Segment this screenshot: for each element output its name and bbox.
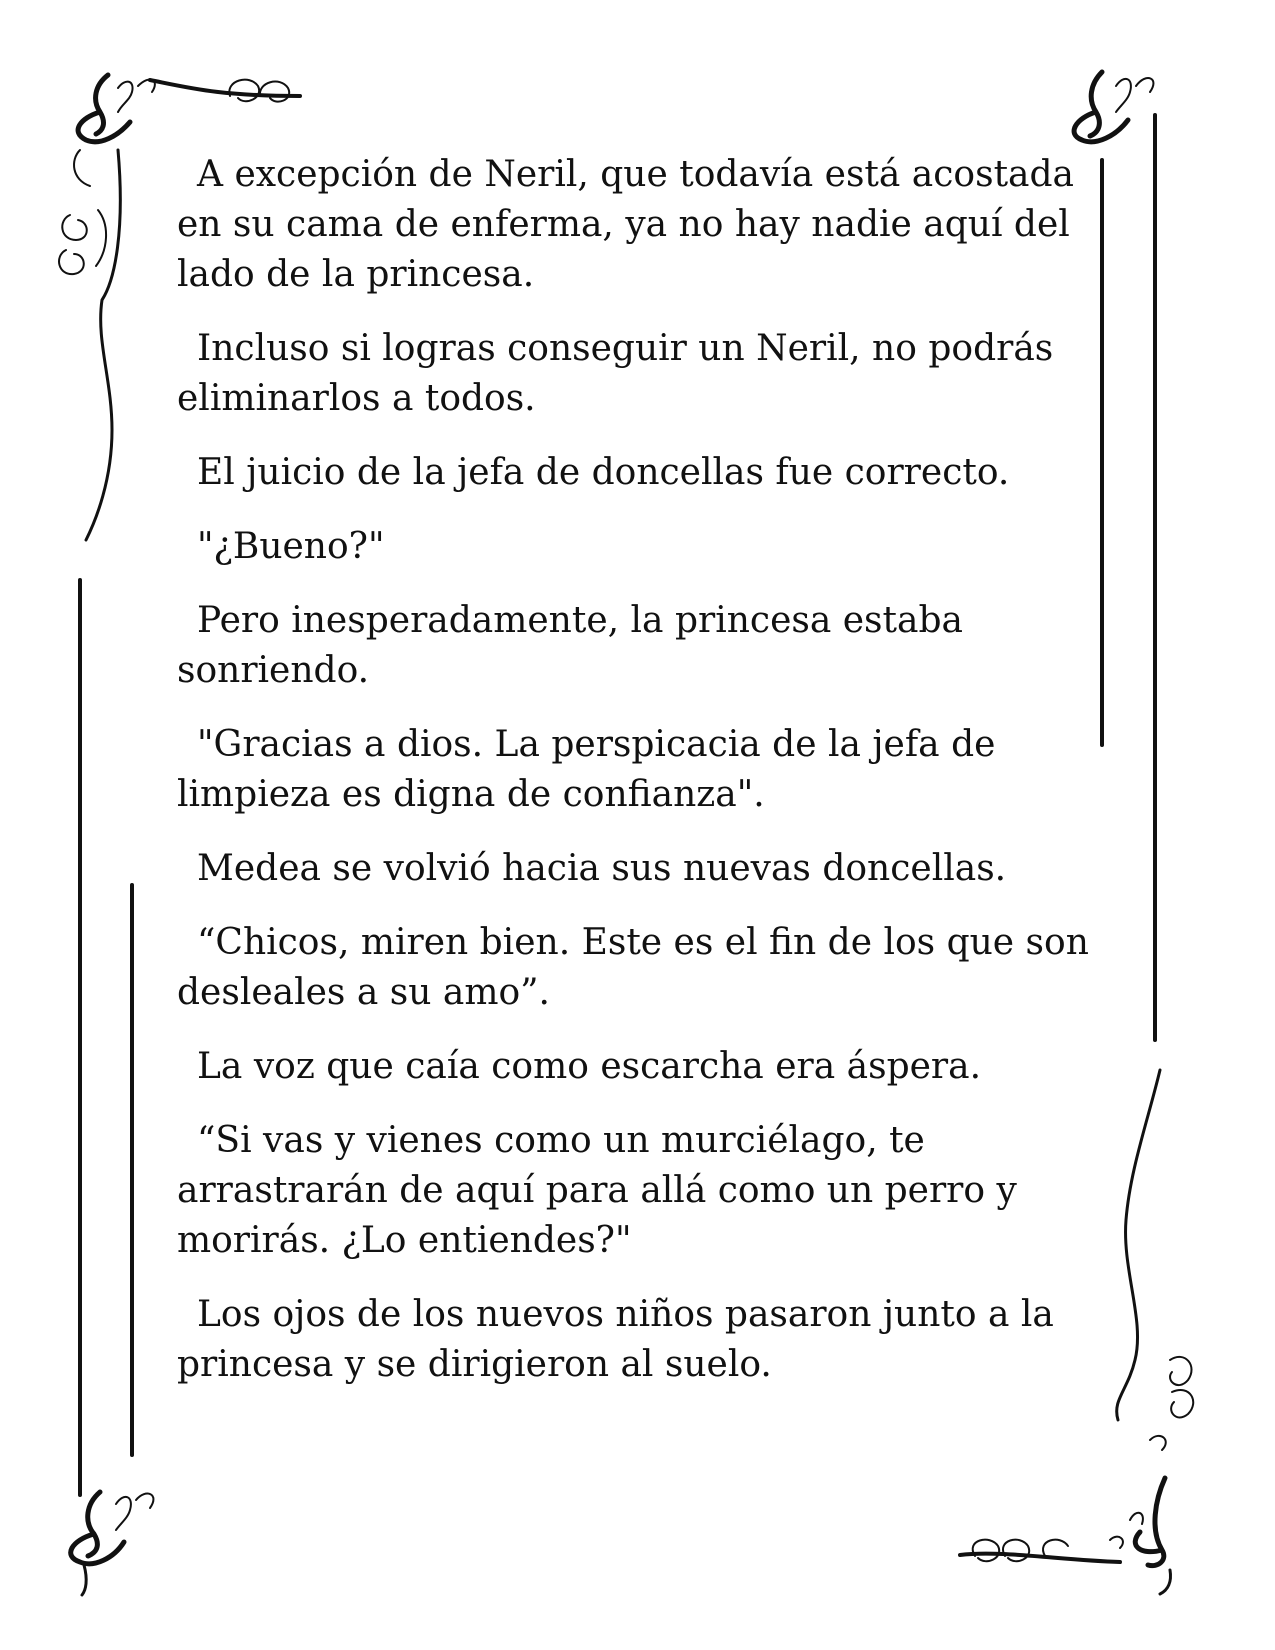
left-border-lines — [80, 580, 132, 1495]
paragraph: Incluso si logras conseguir un Neril, no podrás eliminarlos a todos. — [177, 328, 1054, 419]
story-text — [177, 150, 1097, 1414]
paragraph: “Si vas y vienes como un murciélago, te arrastrarán de aquí para allá como un perro y morirás. ¿Lo entiendes?" — [177, 1120, 1017, 1261]
paragraph: "¿Bueno?" — [197, 526, 385, 567]
paragraph: La voz que caía como escarcha era áspera. — [197, 1046, 982, 1087]
paragraph: "Gracias a dios. La perspicacia de la jefa de limpieza es digna de confianza". — [177, 724, 996, 815]
paragraph: Medea se volvió hacia sus nuevas doncellas. — [197, 848, 1007, 889]
bottom-left-flourish-icon — [71, 1492, 154, 1595]
paragraph: A excepción de Neril, que todavía está acostada en su cama de enferma, ya no hay nadie aquí del lado de la princesa. — [177, 154, 1075, 295]
paragraph: Pero inesperadamente, la princesa estaba sonriendo. — [177, 600, 963, 691]
paragraph: “Chicos, miren bien. Este es el fin de los que son desleales a su amo”. — [177, 922, 1089, 1013]
paragraph: El juicio de la jefa de doncellas fue correcto. — [197, 452, 1010, 493]
paragraph: Los ojos de los nuevos niños pasaron junto a la princesa y se dirigieron al suelo. — [177, 1294, 1054, 1385]
